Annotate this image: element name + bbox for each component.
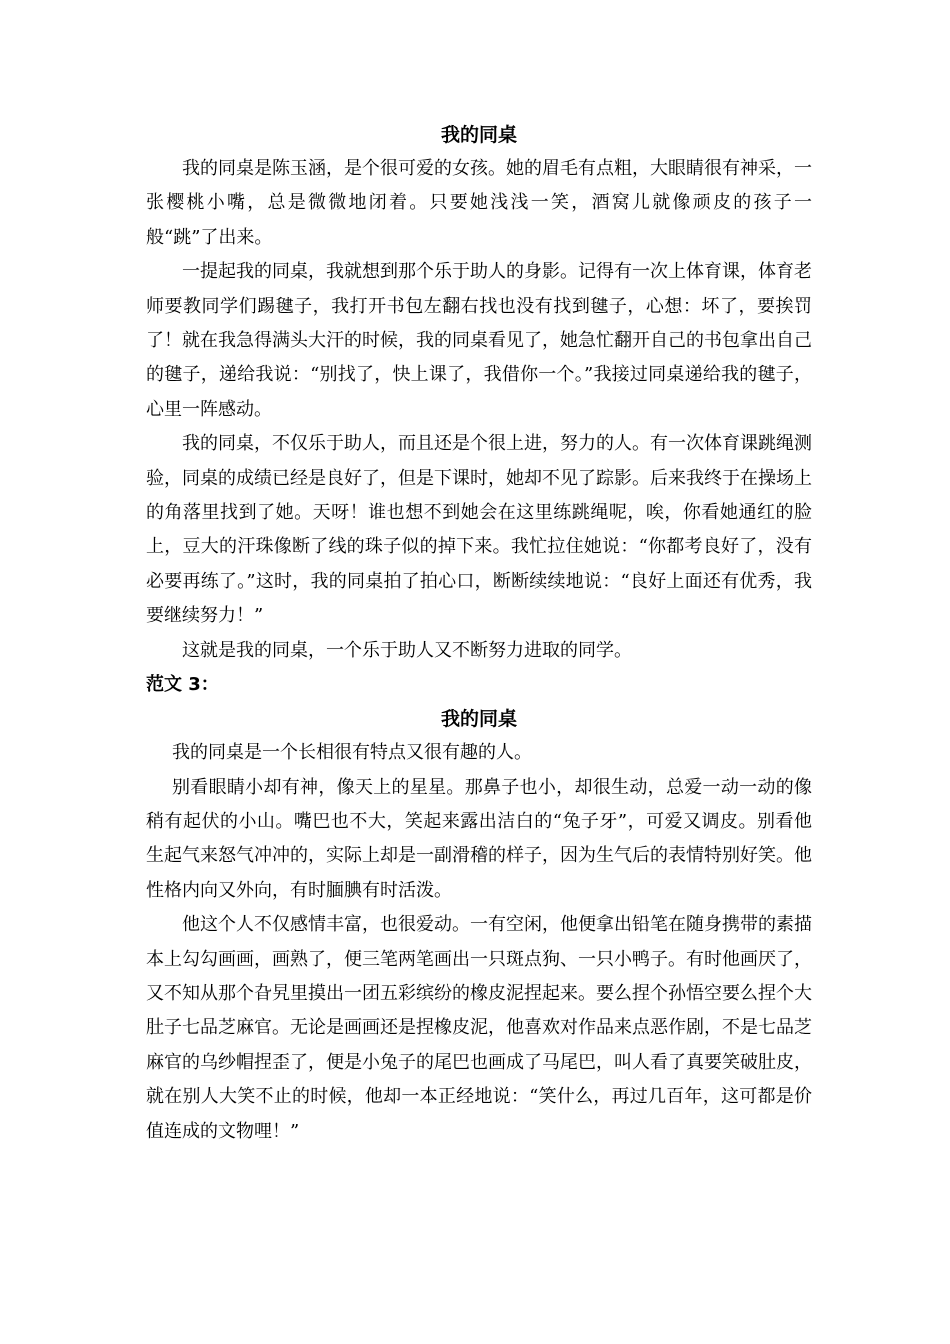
essay-2-paragraph-2: 别看眼睛小却有神，像天上的星星。那鼻子也小，却很生动，总爱一动一动的像稍有起伏的小山。嘴巴也不大，笑起来露出洁白的“兔子牙”，可爱又调皮。别看他生起气来怒气冲冲的，实际上却是一副滑稽的样子，因为生气后的表情特别好笑。他性格内向又外向，有时腼腆有时活泼。: [146, 776, 812, 901]
essay-2-paragraph-1: 我的同桌是一个长相很有特点又很有趣的人。: [172, 742, 532, 764]
essay-2-title: 我的同桌: [440, 708, 517, 731]
section-label: 范文 3：: [146, 674, 219, 696]
essay-1-paragraph-3: 我的同桌，不仅乐于助人，而且还是个很上进，努力的人。有一次体育课跳绳测验，同桌的成绩已经是良好了，但是下课时，她却不见了踪影。后来我终于在操场上的角落里找到了她。天呀！谁也想不到她会在这里练跳绳呢，唉，你看她通红的脸上，豆大的汗珠像断了线的珠子似的掉下来。我忙拉住她说：“你都考良好了，没有必要再练了。”这时，我的同桌拍了拍心口，断断续续地说：“良好上面还有优秀，我要继续努力！”: [146, 433, 812, 627]
essay-1-paragraph-2: 一提起我的同桌，我就想到那个乐于助人的身影。记得有一次上体育课，体育老师要教同学们踢毽子，我打开书包左翻右找也没有找到毽子，心想：坏了，要挨罚了！就在我急得满头大汗的时候，我的同桌看见了，她急忙翻开自己的书包拿出自己的毽子，递给我说：“别找了，快上课了，我借你一个。”我接过同桌递给我的毽子，心里一阵感动。: [146, 261, 812, 420]
document-page: [146, 118, 812, 1149]
essay-1-title: 我的同桌: [440, 124, 517, 146]
essay-1-paragraph-4: 这就是我的同桌，一个乐于助人又不断努力进取的同学。: [182, 639, 632, 661]
essay-2-paragraph-3: 他这个人不仅感情丰富，也很爱动。一有空闲，他便拿出铅笔在随身携带的素描本上勾勾画画，画熟了，便三笔两笔画出一只斑点狗、一只小鸭子。有时他画厌了，又不知从那个旮旯里摸出一团五彩缤纷的橡皮泥捏起来。要么捏个孙悟空要么捏个大肚子七品芝麻官。无论是画画还是捏橡皮泥，他喜欢对作品来点恶作剧，不是七品芝麻官的乌纱帽捏歪了，便是小兔子的尾巴也画成了马尾巴，叫人看了真要笑破肚皮，就在别人大笑不止的时候，他却一本正经地说：“笑什么，再过几百年，这可都是价值连成的文物哩！”: [146, 914, 812, 1142]
essay-1-paragraph-1: 我的同桌是陈玉涵，是个很可爱的女孩。她的眉毛有点粗，大眼睛很有神采，一张樱桃小嘴，总是微微地闭着。只要她浅浅一笑，酒窝儿就像顽皮的孩子一般“跳”了出来。: [146, 158, 812, 248]
